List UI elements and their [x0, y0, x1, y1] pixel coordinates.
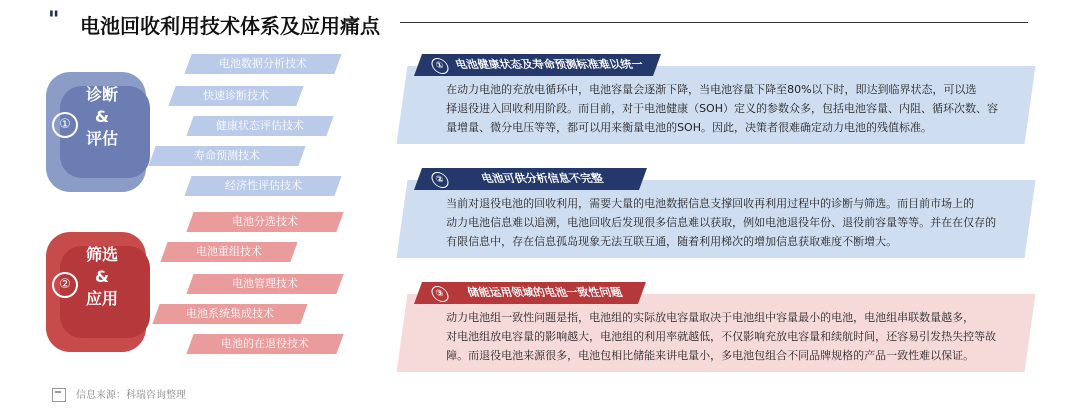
card-text-line: 有限信息中，存在信息孤岛现象无法互联互通，随着利用梯次的增加信息获取难度不断增大。: [446, 235, 898, 248]
tech-item-label: 寿命预测技术: [194, 149, 260, 162]
card-heading: [414, 282, 646, 304]
tech-item: [152, 304, 307, 324]
badge-label-line: &: [95, 107, 109, 126]
tech-item: [168, 86, 303, 106]
tech-item-label: 经济性评估技术: [224, 179, 302, 192]
card-text-line: 障。而退役电池来源很多，电池包相比储能来讲电量小，多电池包组合不同品牌规格的产品一致性难以保证。: [446, 349, 975, 362]
tech-item: [186, 116, 333, 136]
quote-icon: ": [48, 8, 58, 33]
card-body: [397, 180, 1036, 258]
tech-item-label: 电池的在退役技术: [221, 337, 309, 350]
badge-label-line: 应用: [85, 289, 118, 308]
source-text: 信息来源：科瑞咨询整理: [76, 390, 186, 401]
tech-item: [186, 334, 343, 354]
page-title: 电池回收利用技术体系及应用痛点: [80, 14, 380, 38]
heading-text: 储能运用领域的电池一致性问题: [465, 286, 625, 299]
heading-number: ②: [429, 172, 451, 188]
title-divider: [400, 22, 1028, 23]
card-text-line: 动力电池组一致性问题是指，电池组的实际放电容量取决于电池组中容量最小的电池，电池组串联数量越多，: [446, 311, 975, 324]
card-text-line: 当前对退役电池的回收利用，需要大量的电池数据信息支撑回收再利用过程中的诊断与筛选。而目前市场上的: [446, 197, 975, 210]
tech-item: [184, 176, 341, 196]
badge-label-line: &: [95, 267, 109, 286]
document-icon: [52, 388, 66, 402]
badge-label-line: 评估: [85, 129, 118, 148]
tech-item-label: 电池数据分析技术: [219, 57, 307, 70]
tech-item: [160, 242, 297, 262]
tech-item: [186, 212, 343, 232]
card-text-line: 择退役进入回收利用阶段。而目前，对于电池健康（SOH）定义的参数众多，包括电池容量、内阻、循环次数、容: [446, 102, 998, 115]
heading-text: 电池健康状态及寿命预测标准难以统一: [453, 58, 646, 71]
group-badge-diagnosis: [46, 72, 146, 192]
group-badge-screening: [46, 232, 146, 352]
tech-item: [148, 146, 305, 166]
badge-number: ②: [52, 272, 78, 298]
source-note: [52, 386, 186, 402]
card-heading: [414, 54, 661, 76]
card-text-line: 对电池组放电容量的影响越大，电池组的利用率就越低，不仅影响充放电容量和续航时间，还容易引发热失控等故: [446, 330, 997, 343]
heading-number: ①: [429, 58, 451, 74]
card-text-line: 在动力电池的充放电循环中，电池容量会逐渐下降，当电池容量下降至80%以下时，即达到临界状态，可以选: [446, 83, 977, 96]
card-body: [397, 294, 1036, 372]
tech-item-label: 电池重组技术: [196, 245, 262, 258]
card-body: [397, 66, 1036, 144]
badge-label-line: 诊断: [85, 85, 118, 104]
tech-item-label: 快速诊断技术: [203, 89, 269, 102]
badge-label-line: 筛选: [85, 245, 118, 264]
badge-label: [78, 244, 126, 310]
card-text-line: 动力电池信息难以追溯，电池回收后发现很多信息难以获取，例如电池退役年份、退役前容量等等。并在在仅存的: [446, 216, 997, 229]
card-text-line: 量增量、微分电压等等，都可以用来衡量电池的SOH。因此，决策者很难确定动力电池的残值标准。: [446, 121, 932, 134]
tech-item-label: 电池分选技术: [232, 215, 298, 228]
tech-item-label: 电池管理技术: [232, 277, 298, 290]
tech-item-label: 电池系统集成技术: [186, 307, 274, 320]
card-heading: [414, 168, 647, 190]
tech-item: [186, 274, 343, 294]
tech-item-label: 健康状态评估技术: [216, 119, 304, 132]
badge-number: ①: [52, 112, 78, 138]
tech-item: [184, 54, 341, 74]
badge-label: [78, 84, 126, 150]
heading-text: 电池可供分析信息不完整: [479, 172, 606, 185]
heading-number: ③: [429, 286, 451, 302]
